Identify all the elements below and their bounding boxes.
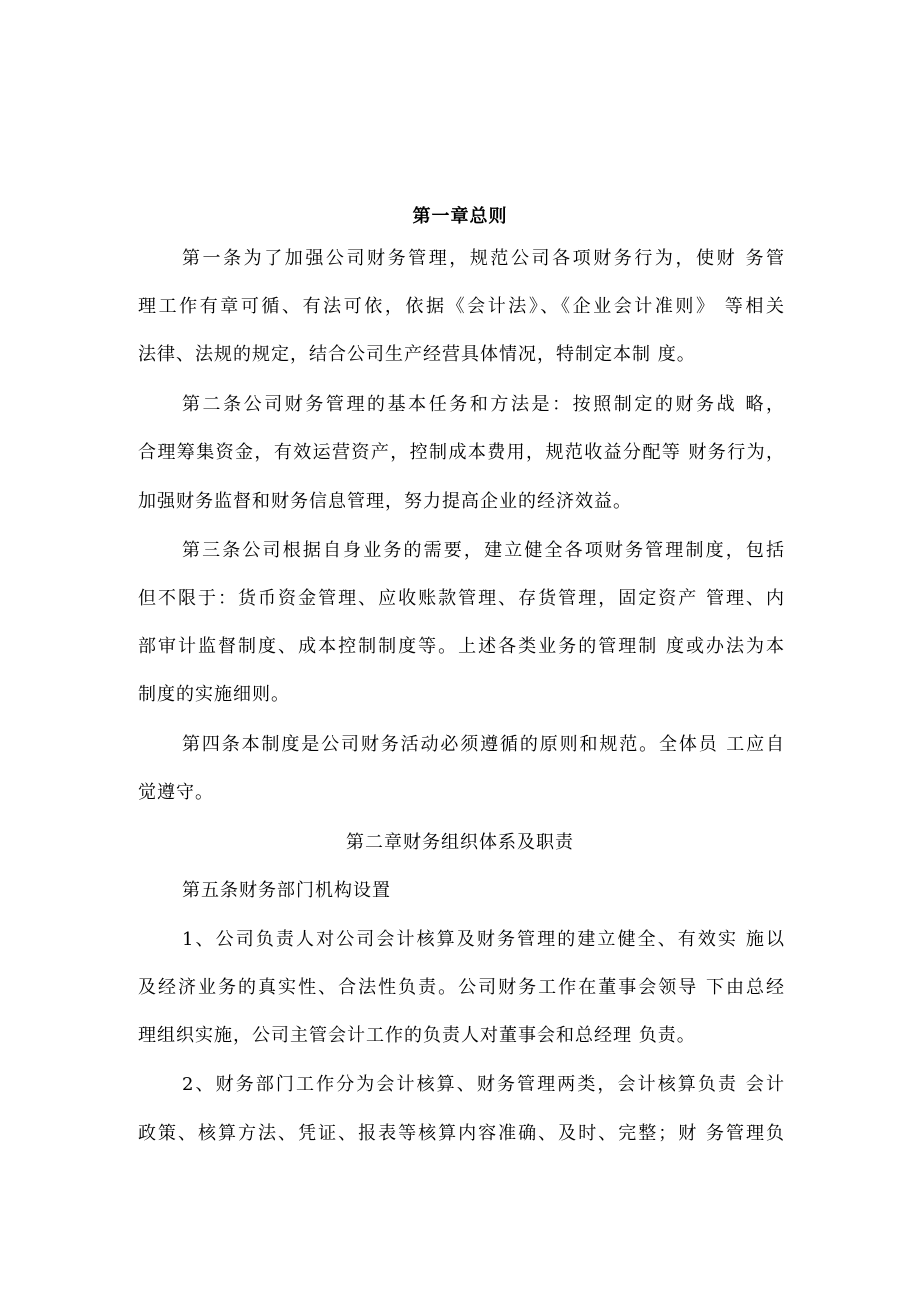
article-2-line-2: 合理筹集资金，有效运营资产，控制成本费用，规范收益分配等 财务行为， — [138, 442, 784, 463]
article-1-line-3: 法律、法规的规定，结合公司生产经营具体情况，特制定本制 度。 — [138, 344, 696, 365]
article-3-line-3: 部审计监督制度、成本控制制度等。上述各类业务的管理制 度或办法为本 — [138, 636, 784, 657]
article-5-heading: 第五条财务部门机构设置 — [182, 880, 391, 901]
article-4-line-2: 觉遵守。 — [138, 782, 214, 803]
article-3-line-4: 制度的实施细则。 — [138, 684, 290, 705]
article-2-line-1: 第二条公司财务管理的基本任务和方法是：按照制定的财务战 略， — [182, 394, 784, 415]
article-3-line-2: 但不限于：货币资金管理、应收账款管理、存货管理，固定资产 管理、内 — [138, 588, 784, 609]
article-3-line-1: 第三条公司根据自身业务的需要，建立健全各项财务管理制度，包括 — [182, 540, 784, 561]
article-1-line-2: 理工作有章可循、有法可依，依据《会计法》、《企业会计准则》 等相关 — [138, 296, 784, 317]
article-1-line-1: 第一条为了加强公司财务管理，规范公司各项财务行为，使财 务管 — [182, 248, 784, 269]
article-5-item-1-line-3: 理组织实施，公司主管会计工作的负责人对董事会和总经理 负责。 — [138, 1025, 696, 1046]
chapter-1-title: 第一章总则 — [412, 206, 508, 227]
article-5-item-1-line-2: 及经济业务的真实性、合法性负责。公司财务工作在董事会领导 下由总经 — [138, 977, 784, 998]
article-2-line-3: 加强财务监督和财务信息管理，努力提高企业的经济效益。 — [138, 491, 632, 512]
article-4-line-1: 第四条本制度是公司财务活动必须遵循的原则和规范。全体员 工应自 — [182, 734, 784, 755]
article-5-item-2-line-1: 2、财务部门工作分为会计核算、财务管理两类，会计核算负责 会计 — [182, 1074, 784, 1095]
article-5-item-2-line-2: 政策、核算方法、凭证、报表等核算内容准确、及时、完整；财 务管理负 — [138, 1123, 784, 1144]
chapter-2-title: 第二章财务组织体系及职责 — [346, 832, 574, 853]
article-5-item-1-line-1: 1、公司负责人对公司会计核算及财务管理的建立健全、有效实 施以 — [182, 929, 784, 950]
